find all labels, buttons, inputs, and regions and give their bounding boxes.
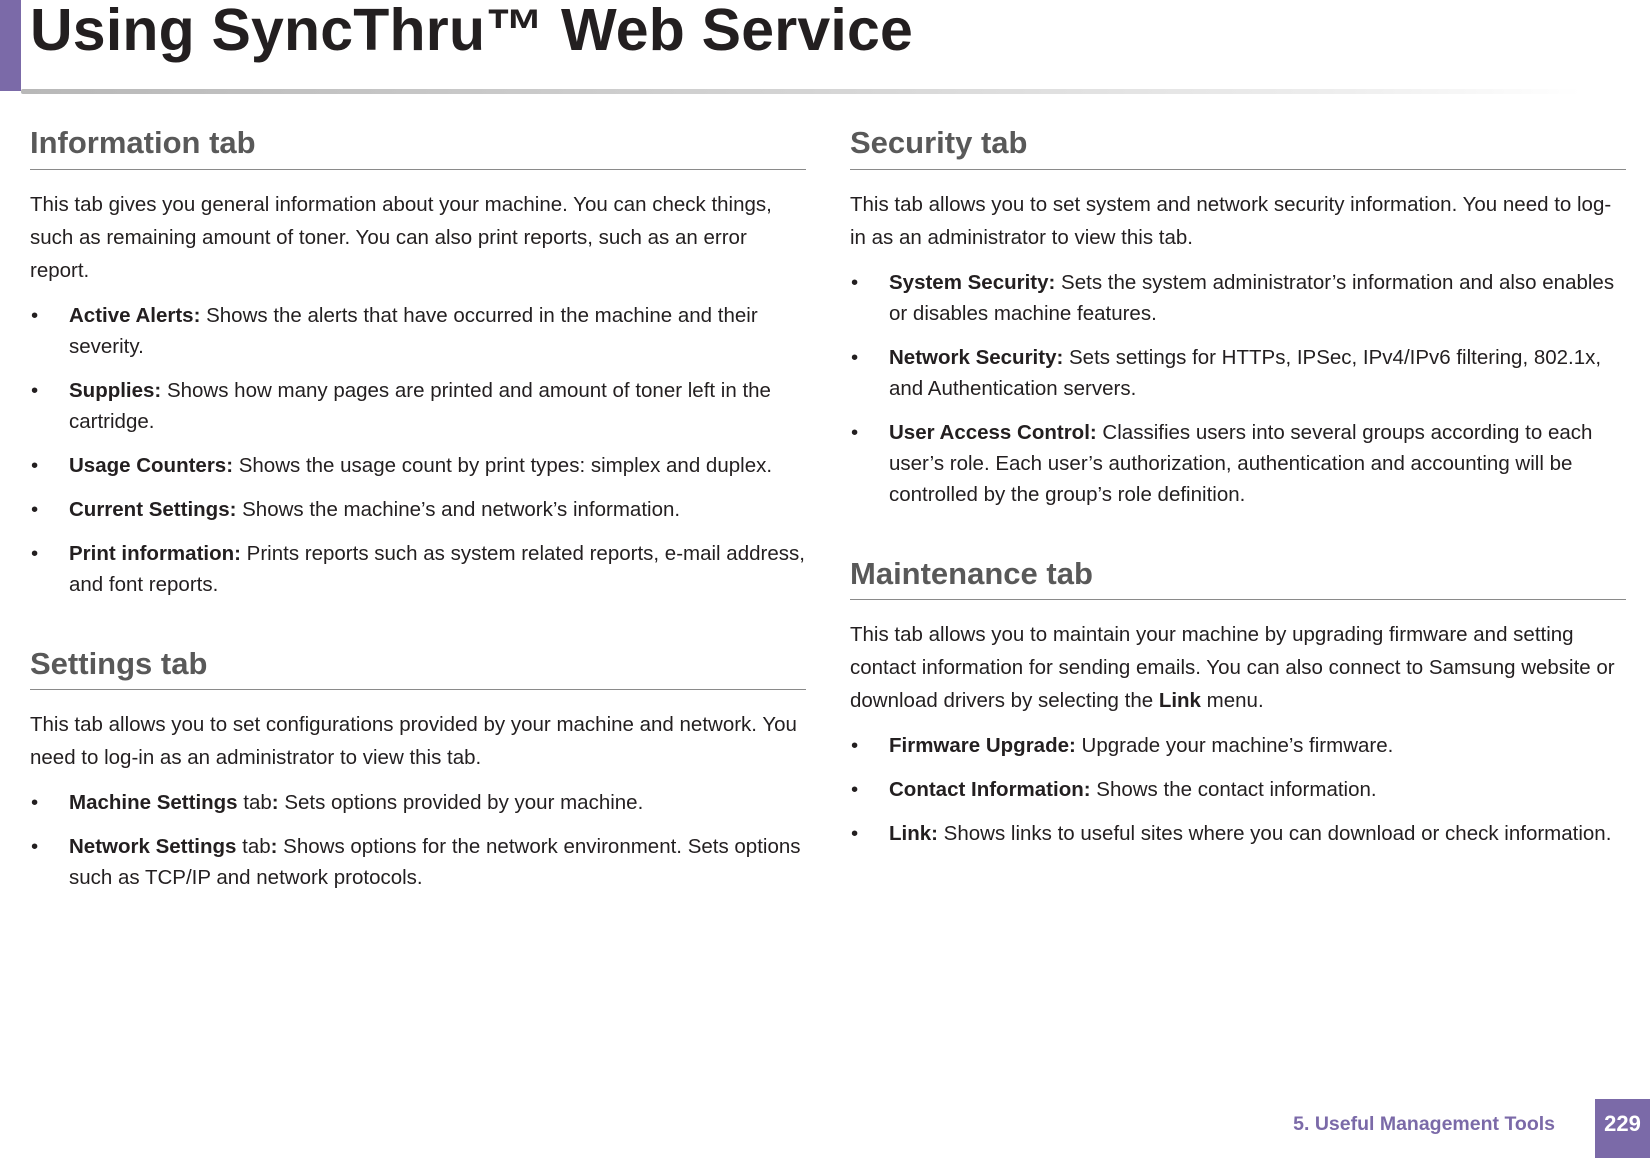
list-item bbox=[30, 831, 806, 893]
header-accent-bar bbox=[0, 0, 21, 91]
section-intro-information: This tab gives you general information about your machine. You can check things, such as remaining amount of toner. You can also print reports, such as an error report. bbox=[30, 192, 772, 282]
item-desc: Shows the alerts that have occurred in the machine and their severity. bbox=[69, 303, 758, 358]
item-term: Active Alerts: bbox=[69, 303, 201, 327]
section-intro-maintenance bbox=[850, 618, 1626, 717]
section-title-settings: Settings tab bbox=[30, 646, 806, 691]
settings-tab-section bbox=[30, 646, 806, 894]
section-title-maintenance: Maintenance tab bbox=[850, 556, 1626, 601]
security-tab-section bbox=[850, 125, 1626, 510]
intro-text-end: menu. bbox=[1200, 689, 1264, 713]
bullet-icon: • bbox=[31, 303, 39, 327]
list-item bbox=[850, 267, 1626, 329]
list-item bbox=[850, 342, 1626, 404]
item-term: Current Settings: bbox=[69, 497, 237, 521]
section-title-information: Information tab bbox=[30, 125, 806, 170]
bullet-icon: • bbox=[31, 453, 39, 477]
link-menu-label: Link bbox=[1158, 689, 1201, 713]
list-item bbox=[30, 538, 806, 600]
maintenance-bullet-list bbox=[850, 730, 1626, 849]
list-item bbox=[30, 787, 806, 818]
section-title-security: Security tab bbox=[850, 125, 1626, 170]
title-divider bbox=[21, 89, 1581, 94]
item-term: Firmware Upgrade: bbox=[889, 734, 1076, 758]
item-desc: Sets the system administrator’s information and also enables or disables machine features. bbox=[889, 270, 1615, 325]
bullet-icon: • bbox=[851, 345, 859, 369]
item-desc: Shows links to useful sites where you can download or check information. bbox=[937, 822, 1612, 846]
item-desc: Shows the contact information. bbox=[1090, 778, 1377, 802]
bullet-icon: • bbox=[31, 497, 39, 521]
page-title: Using SyncThru™ Web Service bbox=[30, 0, 913, 63]
left-column bbox=[30, 125, 806, 939]
item-term-suffix: tab bbox=[237, 791, 272, 815]
item-term: System Security: bbox=[889, 270, 1056, 294]
item-term: Usage Counters: bbox=[69, 453, 234, 477]
item-term: Network Security: bbox=[889, 345, 1064, 369]
intro-text: This tab allows you to maintain your machine by upgrading firmware and setting contact information for sending emails. You can also connect to Samsung website or download drivers by selecting the bbox=[850, 623, 1615, 713]
bullet-icon: • bbox=[31, 791, 39, 815]
item-desc: Shows how many pages are printed and amount of toner left in the cartridge. bbox=[69, 378, 771, 433]
item-desc: Upgrade your machine’s firmware. bbox=[1075, 734, 1394, 758]
item-desc: Shows the machine’s and network’s information. bbox=[236, 497, 681, 521]
item-desc: Prints reports such as system related reports, e-mail address, and font reports. bbox=[69, 541, 805, 596]
footer-chapter-label: 5. Useful Management Tools bbox=[1293, 1113, 1555, 1135]
bullet-icon: • bbox=[851, 270, 859, 294]
bullet-icon: • bbox=[31, 835, 39, 859]
item-desc: Shows options for the network environment. Sets options such as TCP/IP and network protocols. bbox=[69, 835, 801, 890]
item-term: User Access Control: bbox=[889, 420, 1097, 444]
item-term: Supplies: bbox=[69, 378, 162, 402]
item-term: Print information: bbox=[69, 541, 241, 565]
right-column bbox=[850, 125, 1626, 895]
item-term-suffix: tab bbox=[236, 835, 271, 859]
section-intro-security: This tab allows you to set system and network security information. You need to log-in as an administrator to view this tab. bbox=[850, 192, 1612, 249]
bullet-icon: • bbox=[851, 822, 859, 846]
settings-bullet-list bbox=[30, 787, 806, 893]
information-tab-section bbox=[30, 125, 806, 600]
item-term: Network Settings bbox=[69, 835, 237, 859]
bullet-icon: • bbox=[31, 378, 39, 402]
item-term: Contact Information: bbox=[889, 778, 1091, 802]
bullet-icon: • bbox=[31, 541, 39, 565]
list-item bbox=[30, 300, 806, 362]
item-desc: Classifies users into several groups according to each user’s role. Each user’s authorization, authentication and accounting will be controlled by the group’s role definition. bbox=[889, 420, 1593, 506]
information-bullet-list bbox=[30, 300, 806, 600]
bullet-icon: • bbox=[851, 734, 859, 758]
item-term: Link: bbox=[889, 822, 938, 846]
list-item bbox=[850, 774, 1626, 805]
item-colon: : bbox=[271, 791, 279, 815]
list-item bbox=[850, 818, 1626, 849]
list-item bbox=[30, 494, 806, 525]
bullet-icon: • bbox=[851, 778, 859, 802]
list-item bbox=[30, 450, 806, 481]
item-term: Machine Settings bbox=[69, 791, 238, 815]
security-bullet-list bbox=[850, 267, 1626, 510]
item-colon: : bbox=[270, 835, 278, 859]
item-desc: Shows the usage count by print types: simplex and duplex. bbox=[233, 453, 773, 477]
bullet-icon: • bbox=[851, 420, 859, 444]
list-item bbox=[850, 730, 1626, 761]
list-item bbox=[850, 417, 1626, 510]
page-number-badge: 229 bbox=[1595, 1099, 1650, 1158]
item-desc: Sets settings for HTTPs, IPSec, IPv4/IPv6 filtering, 802.1x, and Authentication servers. bbox=[889, 345, 1602, 400]
list-item bbox=[30, 375, 806, 437]
maintenance-tab-section bbox=[850, 556, 1626, 850]
item-desc: Sets options provided by your machine. bbox=[278, 791, 644, 815]
section-intro-settings: This tab allows you to set configurations provided by your machine and network. You need to log-in as an administrator to view this tab. bbox=[30, 713, 797, 770]
